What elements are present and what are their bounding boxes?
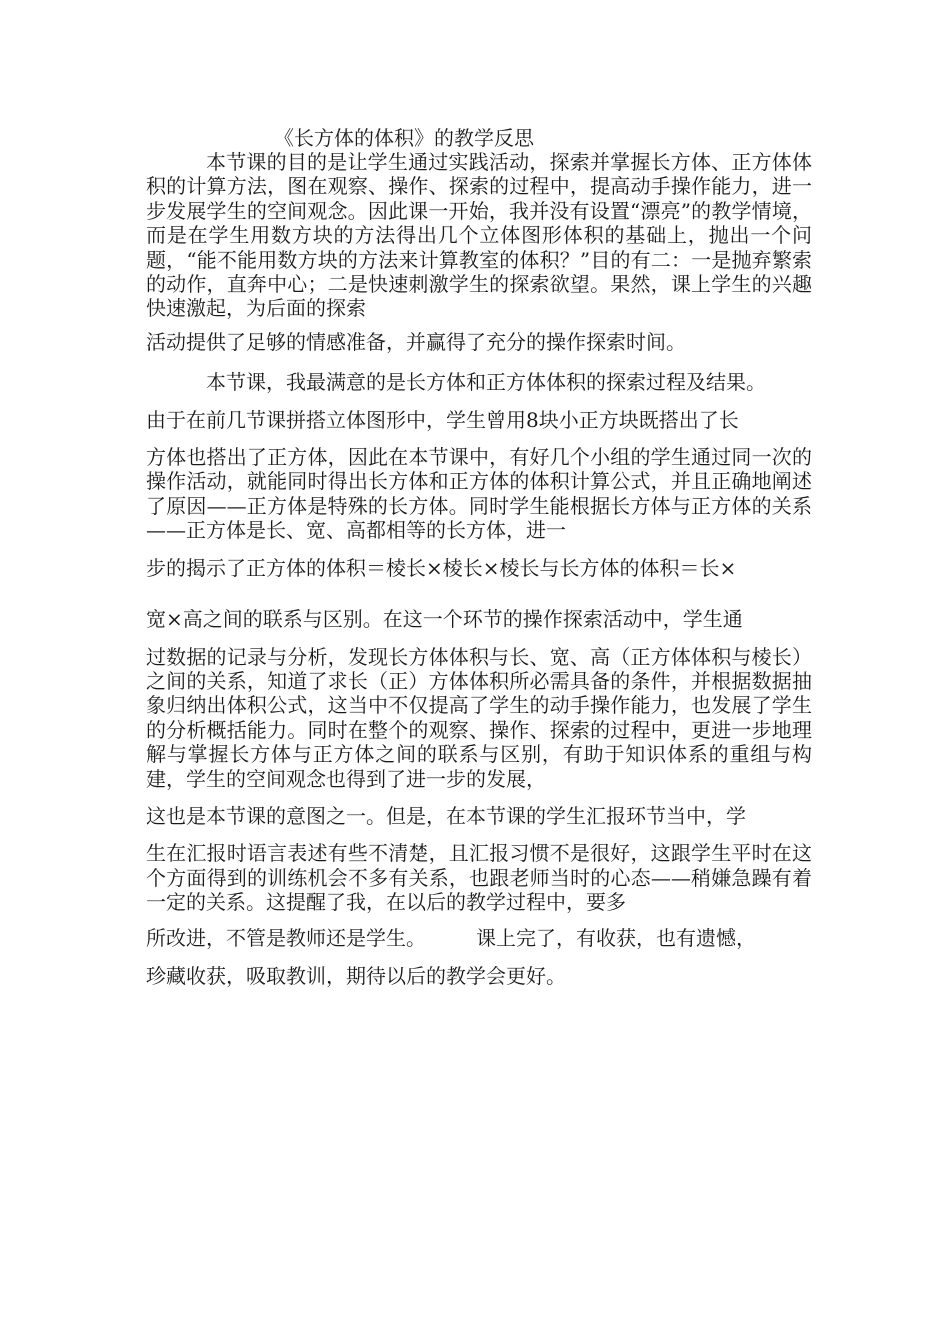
paragraph-2-closing: 珍藏收获，吸取教训，期待以后的教学会更好。 [146, 963, 566, 988]
paragraph-2-line: 这也是本节课的意图之一。但是，在本节课的学生汇报环节当中，学 [146, 803, 746, 828]
paragraph-1: 本节课的目的是让学生通过实践活动，探索并掌握长方体、正方体体积的计算方法，图在观察、操作、探索的过程中，提高动手操作能力，进一步发展学生的空间观念。因此课一开始，我并没有设置“漂亮”的教学情境，而是在学生用数方块的方法得出几个立体图形体积的基础上，抛出一个问题，“能不能用数方块的方法来计算教室的体积？”目的有二：一是抛弃繁索的动作，直奔中心；二是快速刺激学生的探索欲望。果然，课上学生的兴趣快速激起，为后面的探索 [146, 150, 812, 321]
paragraph-2-line: 所改进，不管是教师还是学生。 课上完了，有收获，也有遗憾， [146, 925, 756, 950]
document-body [146, 126, 812, 988]
document-title: 《长方体的体积》的教学反思 [274, 126, 534, 150]
paragraph-2-opening: 本节课，我最满意的是长方体和正方体体积的探索过程及结果。 [206, 370, 766, 395]
paragraph-2-line: 由于在前几节课拼搭立体图形中，学生曾用8块小正方块既搭出了长 [146, 407, 739, 432]
paragraph-2-block: 方体也搭出了正方体，因此在本节课中，有好几个小组的学生通过同一次的操作活动，就能同时得出长方体和正方体的体积计算公式，并且正确地阐述了原因——正方体是特殊的长方体。同时学生能根据长方体与正方体的关系——正方体是长、宽、高都相等的长方体，进一 [146, 445, 812, 543]
paragraph-1-tail: 活动提供了足够的情感准备，并赢得了充分的操作探索时间。 [146, 329, 686, 354]
paragraph-2-block: 过数据的记录与分析，发现长方体体积与长、宽、高（正方体体积与棱长）之间的关系，知道了求长（正）方体体积所必需具备的条件，并根据数据抽象归纳出体积公式，这当中不仅提高了学生的动手操作能力，也发展了学生的分析概括能力。同时在整个的观察、操作、探索的过程中，更进一步地理解与掌握长方体与正方体之间的联系与区别，有助于知识体系的重组与构建，学生的空间观念也得到了进一步的发展， [146, 644, 812, 791]
paragraph-2-block: 生在汇报时语言表述有些不清楚，且汇报习惯不是很好，这跟学生平时在这个方面得到的训练机会不多有关系，也跟老师当时的心态——稍嫌急躁有着一定的关系。这提醒了我，在以后的教学过程中，要多 [146, 841, 812, 915]
paragraph-2-formula-line: 步的揭示了正方体的体积＝棱长×棱长×棱长与长方体的体积＝长× [146, 555, 737, 580]
paragraph-2-line: 宽×高之间的联系与区别。在这一个环节的操作探索活动中，学生通 [146, 607, 743, 632]
